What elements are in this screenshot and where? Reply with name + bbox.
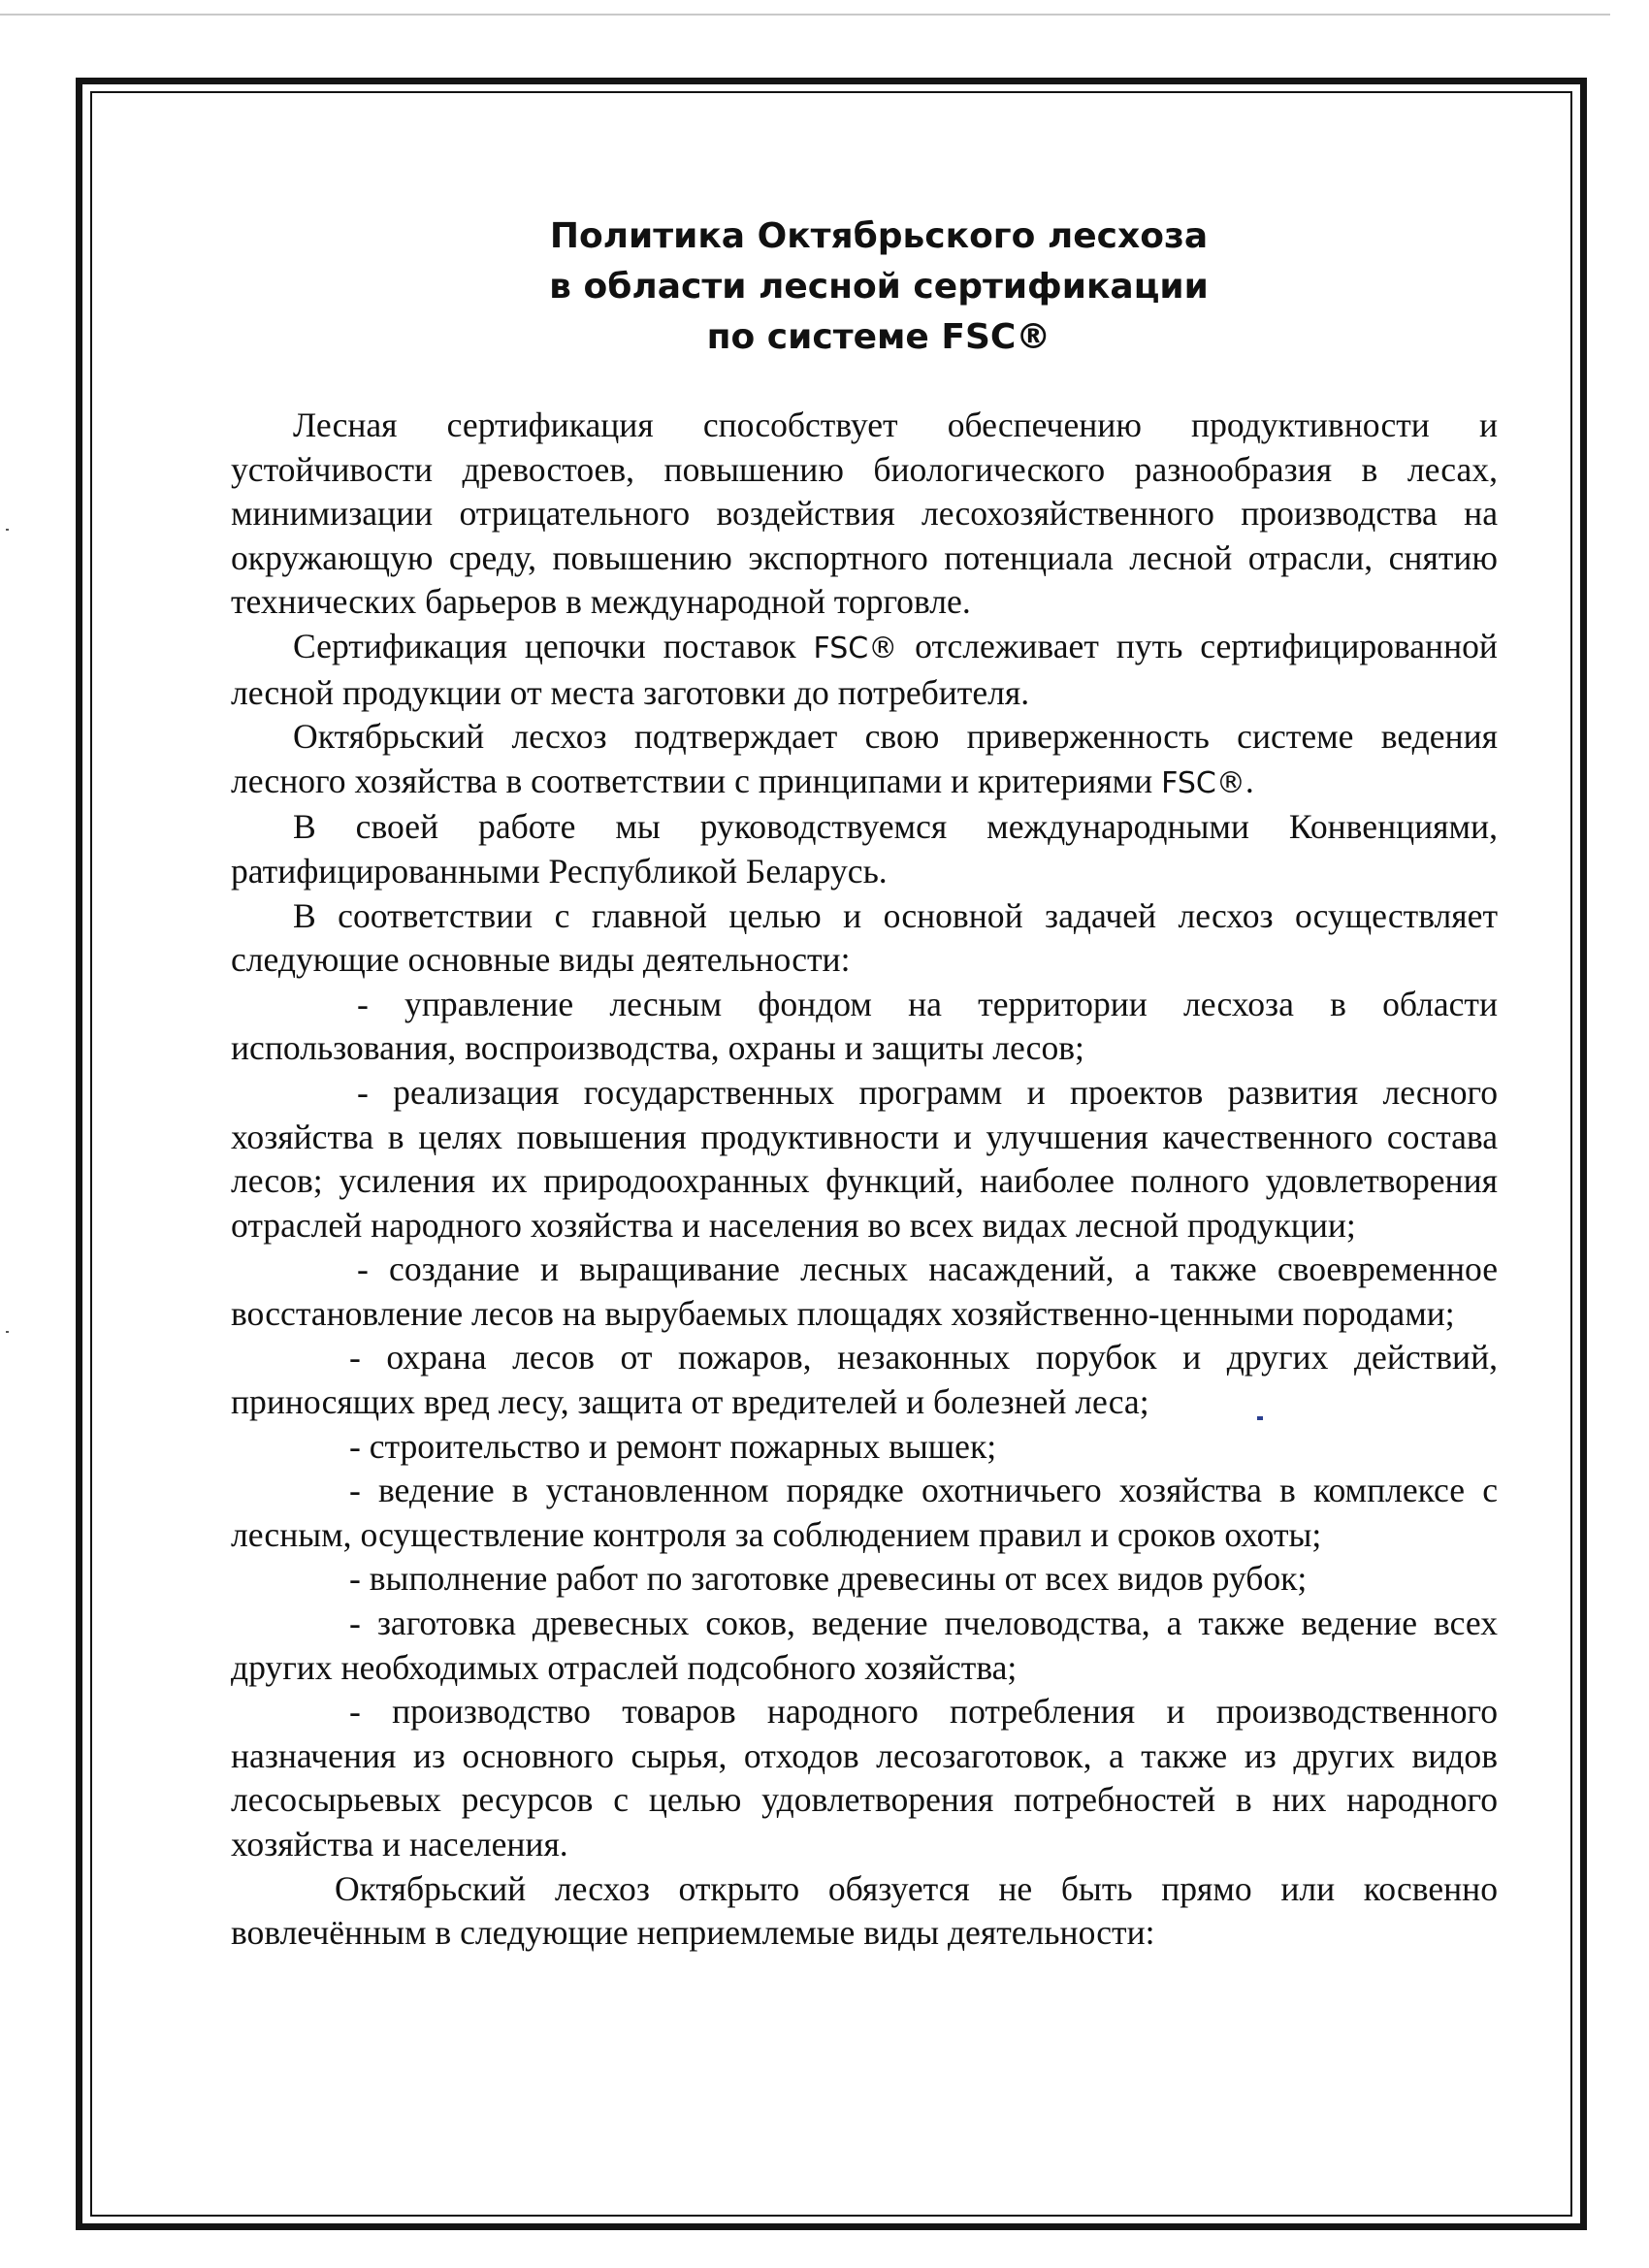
activity-item: - управление лесным фондом на территории лесхоза в области использования, воспроизводства, охраны и защиты лесов; (231, 984, 1498, 1068)
paragraph-activities-intro: В соответствии с главной целью и основной задачей лесхоз осуществляет следующие основные виды деятельности: (231, 895, 1498, 980)
paragraph-text: Сертификация цепочки поставок (293, 626, 796, 665)
scan-speck (6, 529, 9, 531)
activity-item: - охрана лесов от пожаров, незаконных порубок и других действий, приносящих вред лесу, защита от вредителей и болезней леса; (231, 1338, 1498, 1422)
activity-item: - выполнение работ по заготовке древесины от всех видов рубок; (349, 1559, 1308, 1599)
activity-item: - создание и выращивание лесных насаждений, а также своевременное восстановление лесов на вырубаемых площадях хозяйственно-ценными породами; (231, 1249, 1498, 1333)
fsc-mark: FSC® (1161, 765, 1245, 800)
activity-item: - производство товаров народного потребления и производственного назначения из основного сырья, отходов лесозаготовок, а также из других видов лесосырьевых ресурсов с целью удовлетворения потребностей в них народного хозяйства и населения. (231, 1692, 1498, 1863)
paragraph-commitment (231, 715, 1498, 805)
activity-item: - ведение в установленном порядке охотничьего хозяйства в комплексе с лесным, осуществление контроля за соблюдением правил и сроков охоты; (231, 1471, 1498, 1554)
title-line-1: Политика Октябрьского лесхоза (549, 216, 1209, 256)
document-content (231, 211, 1498, 1956)
scan-speck (6, 1331, 9, 1333)
fsc-mark: FSC® (813, 631, 898, 665)
paragraph-text: . (1245, 761, 1254, 800)
paragraph-certification-benefits: Лесная сертификация способствует обеспечению продуктивности и устойчивости древостоев, повышению биологического разнообразия в лесах, минимизации отрицательного воздействия лесохозяйственного производства на окружающую среду, повышению экспортного потенциала лесной отрасли, снятию технических барьеров в международной торговле. (231, 405, 1498, 622)
paragraph-unacceptable-activities: Октябрьский лесхоз открыто обязуется не быть прямо или косвенно вовлечённым в следующие неприемлемые виды деятельности: (231, 1868, 1498, 1953)
document-body (231, 404, 1498, 1956)
paragraph-chain-of-custody (231, 625, 1498, 715)
paragraph-text: Октябрьский лесхоз подтверждает свою приверженность системе ведения лесного хозяйства в соответствии с принципами и критериями (231, 717, 1498, 800)
activity-item: - реализация государственных программ и проектов развития лесного хозяйства в целях повышения продуктивности и улучшения качественного состава лесов; усиления их природоохранных функций, наиболее полного удовлетворения отраслей народного хозяйства и населения во всех видах лесной продукции; (231, 1072, 1498, 1245)
activity-item: - строительство и ремонт пожарных вышек; (349, 1426, 997, 1466)
scan-edge-line (0, 14, 1610, 16)
paragraph-conventions: В своей работе мы руководствуемся международными Конвенциями, ратифицированными Республикой Беларусь. (231, 807, 1498, 891)
title-line-3: по системе FSC® (706, 317, 1051, 357)
document-title (260, 211, 1498, 363)
paragraph-text: отслеживает путь сертифицированной лесной продукции от места заготовки до потребителя. (231, 626, 1498, 712)
activity-item: - заготовка древесных соков, ведение пчеловодства, а также ведение всех других необходимых отраслей подсобного хозяйства; (231, 1604, 1498, 1687)
title-line-2: в области лесной сертификации (549, 267, 1209, 307)
